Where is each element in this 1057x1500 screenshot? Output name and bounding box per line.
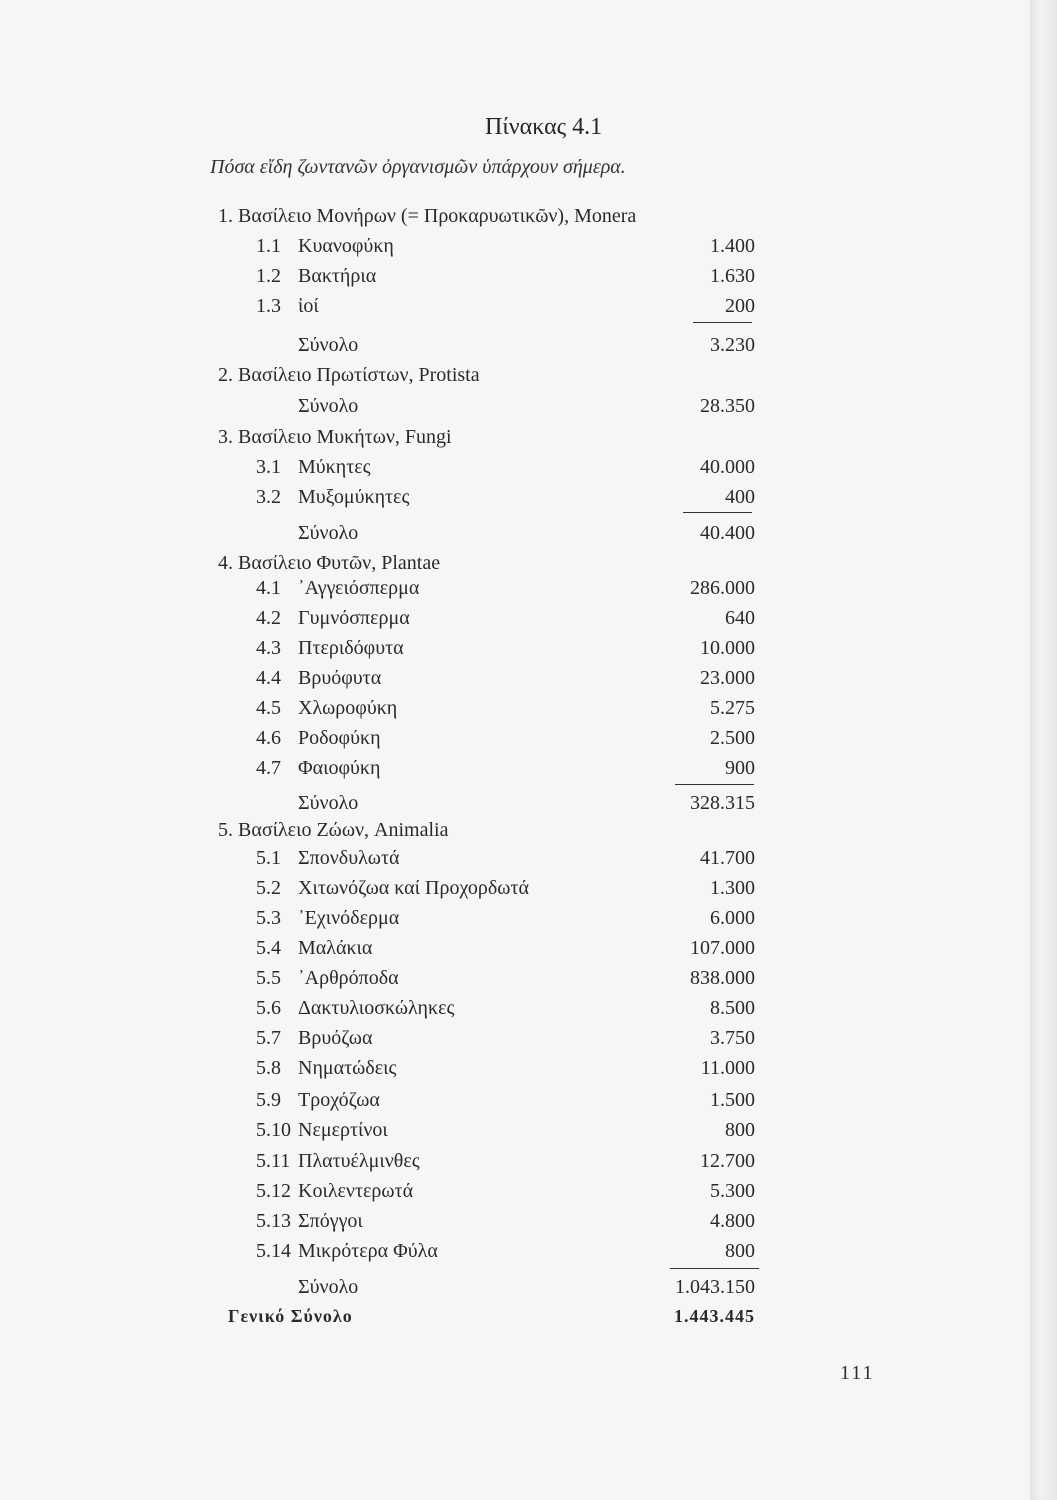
page-number: 111 — [840, 1362, 875, 1384]
table-row: 3.1 Μύκητες 40.000 — [256, 456, 755, 478]
table-row: 5.14 Μικρότερα Φύλα 800 — [256, 1240, 755, 1262]
kingdom-heading: 1. Βασίλειο Μονήρων (= Προκαρυωτικῶν), Monera — [218, 205, 637, 227]
kingdom-heading: 3. Βασίλειο Μυκήτων, Fungi — [218, 426, 452, 448]
table-row: 5.6 Δακτυλιοσκώληκες 8.500 — [256, 997, 755, 1019]
subtotal-row: Σύνολο 3.230 — [298, 334, 755, 356]
table-row: 4.1 ᾿Αγγειόσπερμα 286.000 — [256, 577, 755, 599]
kingdom-heading: 4. Βασίλειο Φυτῶν, Plantae — [218, 552, 441, 574]
table-row: 1.1 Κυανοφύκη 1.400 — [256, 235, 755, 257]
table-row: 4.3 Πτεριδόφυτα 10.000 — [256, 637, 755, 659]
subtotal-rule — [675, 784, 754, 785]
subtotal-rule — [683, 512, 752, 513]
table-row: 4.2 Γυμνόσπερμα 640 — [256, 607, 755, 629]
subtotal-row: Σύνολο 328.315 — [298, 792, 755, 814]
table-row: 5.8 Νηματώδεις 11.000 — [256, 1057, 755, 1079]
table-row: 5.12 Κοιλεντερωτά 5.300 — [256, 1180, 755, 1202]
table-row: 1.3 ἰοί 200 — [256, 295, 755, 317]
table-row: 4.7 Φαιοφύκη 900 — [256, 757, 755, 779]
table-row: 1.2 Βακτήρια 1.630 — [256, 265, 755, 287]
table-row: 4.6 Ροδοφύκη 2.500 — [256, 727, 755, 749]
table-row: 5.11 Πλατυέλμινθες 12.700 — [256, 1150, 755, 1172]
table-row: 5.7 Βρυόζωα 3.750 — [256, 1027, 755, 1049]
table-row: 4.5 Χλωροφύκη 5.275 — [256, 697, 755, 719]
kingdom-heading: 2. Βασίλειο Πρωτίστων, Protista — [218, 364, 480, 386]
subtotal-rule — [693, 322, 752, 323]
table-row: 5.2 Χιτωνόζωα καί Προχορδωτά 1.300 — [256, 877, 755, 899]
book-gutter-edge — [1030, 0, 1057, 1500]
subtotal-row: Σύνολο 1.043.150 — [298, 1276, 755, 1298]
table-row: 5.13 Σπόγγοι 4.800 — [256, 1210, 755, 1232]
kingdom-heading: 5. Βασίλειο Ζώων, Animalia — [218, 819, 449, 841]
table-row: 4.4 Βρυόφυτα 23.000 — [256, 667, 755, 689]
subtotal-row: Σύνολο 28.350 — [298, 395, 755, 417]
table-row: 5.3 ᾿Εχινόδερμα 6.000 — [256, 907, 755, 929]
table-row: 5.4 Μαλάκια 107.000 — [256, 937, 755, 959]
table-row: 5.5 ᾿Αρθρόποδα 838.000 — [256, 967, 755, 989]
table-row: 5.9 Τροχόζωα 1.500 — [256, 1089, 755, 1111]
table-row: 5.10 Νεμερτίνοι 800 — [256, 1119, 755, 1141]
table-row: 3.2 Μυξομύκητες 400 — [256, 486, 755, 508]
subtotal-rule — [670, 1268, 759, 1269]
table-title: Πίνακας 4.1 — [485, 114, 603, 140]
table-row: 5.1 Σπονδυλωτά 41.700 — [256, 847, 755, 869]
grand-total-row: Γενικό Σύνολο 1.443.445 — [228, 1306, 755, 1326]
table-subtitle: Πόσα εἴδη ζωντανῶν ὀργανισμῶν ὑπάρχουν σήμερα. — [210, 156, 626, 178]
subtotal-row: Σύνολο 40.400 — [298, 522, 755, 544]
